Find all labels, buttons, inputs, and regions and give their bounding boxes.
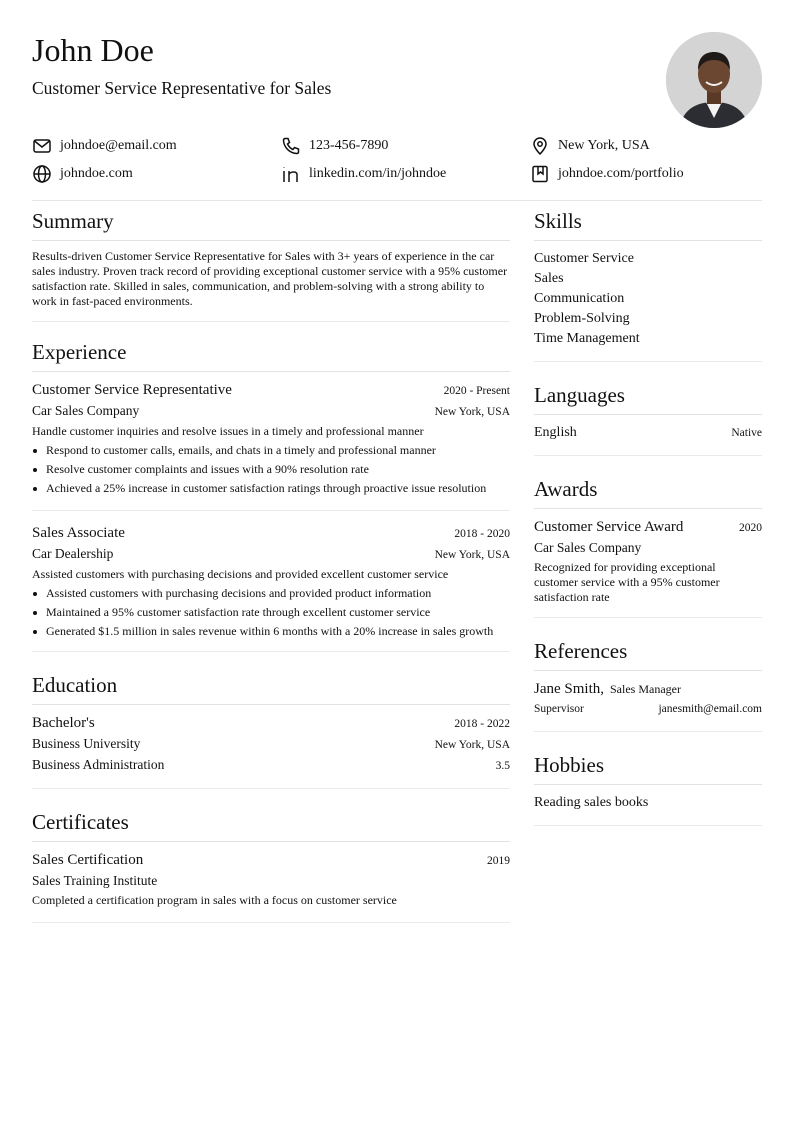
awards-heading: Awards [534,468,762,509]
experience-location: New York, USA [434,406,510,418]
reference-role: Sales Manager [610,682,681,696]
certificates-heading: Certificates [32,801,510,842]
experience-section [32,331,510,652]
experience-location: New York, USA [434,549,510,561]
experience-bullet: Generated $1.5 million in sales revenue within 6 months with a 20% increase in sales growth [32,622,510,641]
reference-email[interactable]: janesmith@email.com [658,703,762,715]
side-column [534,200,762,826]
bookmark-icon [530,164,550,184]
experience-bullet: Assisted customers with purchasing decisions and provided product information [32,584,510,603]
language-level: Native [731,427,762,439]
linkedin-icon [281,164,301,184]
hobbies-section [534,744,762,826]
contact-phone[interactable] [281,134,388,158]
education-field: Business Administration [32,757,165,772]
awards-section [534,468,762,618]
mail-icon [32,136,52,156]
candidate-name: John Doe [32,32,154,68]
education-school: Business University [32,736,141,751]
experience-bullet: Achieved a 25% increase in customer satisfaction ratings through proactive issue resolution [32,479,510,498]
map-pin-icon [530,136,550,156]
contact-website-text: johndoe.com [60,166,133,181]
phone-icon [281,136,301,156]
experience-role: Sales Associate [32,525,125,541]
experience-company: Car Dealership [32,546,114,561]
languages-section [534,374,762,456]
award-name: Customer Service Award [534,519,684,535]
experience-bullets [32,584,510,641]
skill-item: Sales [534,271,564,286]
contact-linkedin-text: linkedin.com/in/johndoe [309,166,447,181]
skill-item: Communication [534,291,625,306]
candidate-title: Customer Service Representative for Sales [32,78,332,98]
education-dates: 2018 - 2022 [454,718,510,730]
certificate-description: Completed a certification program in sales with a focus on customer service [32,893,397,907]
references-heading: References [534,630,762,671]
reference-relation: Supervisor [534,703,584,715]
certificate-name: Sales Certification [32,852,144,868]
skill-item: Problem-Solving [534,311,630,326]
skill-item: Customer Service [534,251,634,266]
contact-location-text: New York, USA [558,138,650,153]
main-column [32,200,510,923]
contact-linkedin[interactable] [281,162,446,186]
experience-entry [32,510,510,641]
education-heading: Education [32,664,510,705]
award-description: Recognized for providing exceptional customer service with a 95% customer satisfaction rate [534,560,720,604]
skills-heading: Skills [534,200,762,241]
education-degree: Bachelor's [32,715,95,731]
skills-section [534,200,762,362]
summary-section [32,200,510,322]
experience-description: Assisted customers with purchasing decisions and provided excellent customer service [32,567,449,581]
summary-heading: Summary [32,200,510,241]
education-location: New York, USA [434,739,510,751]
award-issuer: Car Sales Company [534,540,642,555]
experience-bullet: Maintained a 95% customer satisfaction rate through excellent customer service [32,603,510,622]
education-gpa: 3.5 [495,760,510,772]
certificate-year: 2019 [487,855,510,867]
references-section [534,630,762,732]
experience-heading: Experience [32,331,510,372]
reference-name: Jane Smith, [534,681,604,697]
certificate-issuer: Sales Training Institute [32,873,158,888]
experience-entry [32,380,510,498]
hobbies-heading: Hobbies [534,744,762,785]
profile-photo [666,32,762,128]
hobby-item: Reading sales books [534,795,649,810]
contact-website[interactable] [32,162,133,186]
globe-icon [32,164,52,184]
contact-portfolio[interactable] [530,162,684,186]
experience-dates: 2020 - Present [443,385,510,397]
contact-phone-text: 123-456-7890 [309,138,389,153]
certificates-section [32,801,510,923]
experience-dates: 2018 - 2020 [454,528,510,540]
experience-bullet: Respond to customer calls, emails, and chats in a timely and professional manner [32,441,510,460]
contact-email-text: johndoe@email.com [60,138,177,153]
experience-bullet: Resolve customer complaints and issues with a 90% resolution rate [32,460,510,479]
language-name: English [534,425,577,440]
experience-role: Customer Service Representative [32,382,232,398]
experience-description: Handle customer inquiries and resolve issues in a timely and professional manner [32,424,424,438]
contact-email[interactable] [32,134,177,158]
summary-text: Results-driven Customer Service Representative for Sales with 3+ years of experience in the car sales industry. Proven track record of providing exceptional customer service with a 95% customer satisfaction rate. Skilled in sales, communication, and problem-solving with a strong ability to work in fast-paced environments. [32,249,508,308]
experience-bullets [32,441,510,498]
skill-item: Time Management [534,331,640,346]
award-year: 2020 [739,522,762,534]
experience-company: Car Sales Company [32,403,140,418]
contact-location [530,134,650,158]
languages-heading: Languages [534,374,762,415]
avatar-illustration [666,32,762,128]
contact-portfolio-text: johndoe.com/portfolio [558,166,684,181]
education-section [32,664,510,789]
